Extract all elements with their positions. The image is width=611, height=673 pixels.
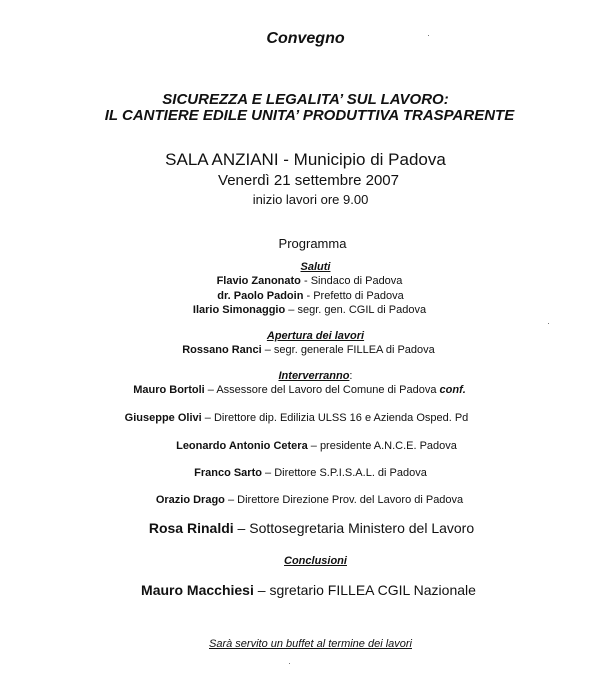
speaker-name: Mauro Macchiesi [141,582,254,598]
event-start-time: inizio lavori ore 9.00 [252,192,369,207]
event-date: Venerdì 21 settembre 2007 [218,172,399,189]
speaker-role: Direttore S.P.I.S.A.L. di Padova [274,467,427,479]
section-label-interverranno-wrap [10,370,611,382]
speaker-role: segr. gen. CGIL di Padova [297,304,427,316]
speaker-name: Ilario Simonaggio [192,304,286,316]
interverranno-speaker-3 [11,440,611,452]
saluti-speaker-2 [5,290,611,302]
speaker-role: presidente A.N.C.E. Padova [319,440,457,452]
conclusioni-speaker [3,582,611,598]
speaker-separator: – [224,494,238,506]
speaker-name: Franco Sarto [194,467,262,479]
speaker-separator: – [201,412,214,424]
speaker-separator: – [307,440,320,452]
interverranno-speaker-1 [0,384,605,396]
speaker-name: Rosa Rinaldi [148,520,234,536]
apertura-speaker [3,344,611,356]
interverranno-speaker-2 [0,412,602,424]
speaker-separator: – [261,467,275,479]
speaker-name: Orazio Drago [155,494,225,506]
saluti-speaker-3 [4,304,611,316]
event-venue: SALA ANZIANI - Municipio di Padova [165,150,446,169]
speaker-name: Flavio Zanonato [216,275,301,287]
event-subtitle-line-2: IL CANTIERE EDILE UNITA’ PRODUTTIVA TRASPARENTE [104,107,515,124]
section-label-apertura: Apertura dei lavori [266,330,365,342]
scan-speck [428,35,429,36]
speaker-separator: – [233,520,250,536]
speaker-role: Direttore Direzione Prov. del Lavoro di Padova [237,494,464,506]
speaker-separator: – [261,344,274,356]
speaker-separator: – [204,384,217,396]
speaker-name: Mauro Bortoli [133,384,205,396]
speaker-role: Sindaco di Padova [310,275,403,287]
scan-speck [548,323,549,324]
speaker-role: Assessore del Lavoro del Comune di Padova [216,384,440,396]
speaker-role: sgretario FILLEA CGIL Nazionale [269,582,476,598]
interverranno-speaker-6 [6,520,611,536]
speaker-name: Giuseppe Olivi [124,412,202,424]
section-label-interverranno: Interverranno [278,370,350,382]
speaker-separator: – [253,582,270,598]
speaker-name: Rossano Ranci [182,344,262,356]
speaker-note: conf. [439,384,466,396]
speaker-separator: - [303,290,314,302]
speaker-role: Prefetto di Padova [313,290,404,302]
event-title: Convegno [266,30,345,47]
saluti-speaker-1 [4,275,611,287]
speaker-name: dr. Paolo Padoin [217,290,304,302]
speaker-role: Sottosegretaria Ministero del Lavoro [249,520,475,536]
program-label: Programma [278,236,347,251]
event-subtitle-line-1: SICUREZZA E LEGALITA’ SUL LAVORO: [162,91,449,108]
speaker-role: segr. generale FILLEA di Padova [273,344,435,356]
section-label-saluti: Saluti [300,261,331,273]
speaker-name: Leonardo Antonio Cetera [176,440,308,452]
interverranno-speaker-4 [5,467,611,479]
buffet-notice: Sarà servito un buffet al termine dei lavori [209,638,412,650]
speaker-role: Direttore dip. Edilizia ULSS 16 e Azienda Osped. Pd [213,412,469,424]
section-label-conclusioni: Conclusioni [284,555,347,567]
speaker-separator: - [300,275,311,287]
speaker-separator: – [285,304,298,316]
section-label-suffix: : [349,370,353,382]
interverranno-speaker-5 [4,494,611,506]
scan-speck [289,663,290,664]
